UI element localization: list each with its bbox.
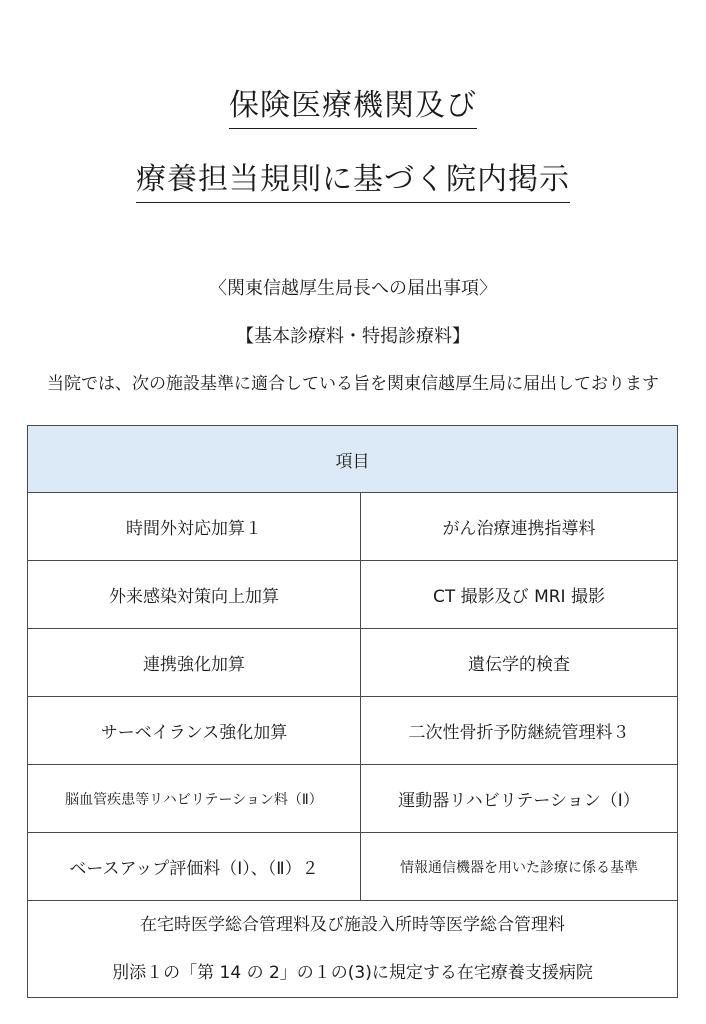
table-header-row bbox=[28, 426, 678, 493]
table-row bbox=[28, 561, 678, 629]
subheading: 〈関東信越厚生局長への届出事項〉 bbox=[209, 278, 497, 299]
footer-line-1: 在宅時医学総合管理料及び施設入所時等医学総合管理料 bbox=[140, 915, 565, 935]
table-cell: 脳血管疾患等リハビリテーション料（Ⅱ） bbox=[28, 765, 361, 833]
table-cell: CT 撮影及び MRI 撮影 bbox=[361, 561, 678, 629]
table-cell: 連携強化加算 bbox=[28, 629, 361, 697]
table-row bbox=[28, 765, 678, 833]
table-row bbox=[28, 697, 678, 765]
table-footer-row bbox=[28, 901, 678, 998]
table-row bbox=[28, 493, 678, 561]
table-row bbox=[28, 629, 678, 697]
title-text-1: 保険医療機関及び bbox=[229, 86, 477, 129]
table-footer-cell bbox=[28, 901, 678, 998]
table-cell: 運動器リハビリテーション（Ⅰ） bbox=[361, 765, 678, 833]
table-cell: 情報通信機器を用いた診療に係る基準 bbox=[361, 833, 678, 901]
title-text-2: 療養担当規則に基づく院内掲示 bbox=[136, 160, 570, 203]
title-line-2 bbox=[0, 160, 706, 203]
table-cell: 時間外対応加算１ bbox=[28, 493, 361, 561]
notice-text: 当院では、次の施設基準に適合している旨を関東信越厚生局に届出しております bbox=[47, 374, 659, 394]
table-cell: 遺伝学的検査 bbox=[361, 629, 678, 697]
table-cell: がん治療連携指導料 bbox=[361, 493, 678, 561]
table-row bbox=[28, 833, 678, 901]
table-cell: サーベイランス強化加算 bbox=[28, 697, 361, 765]
title-line-1 bbox=[0, 86, 706, 129]
table-cell: ベースアップ評価料（Ⅰ）、（Ⅱ）２ bbox=[28, 833, 361, 901]
table-cell: 二次性骨折予防継続管理料３ bbox=[361, 697, 678, 765]
footer-line-2: 別添１の「第 14 の 2」の１の(3)に規定する在宅療養支援病院 bbox=[112, 963, 593, 983]
table-header-cell: 項目 bbox=[28, 426, 678, 493]
table-cell: 外来感染対策向上加算 bbox=[28, 561, 361, 629]
category-heading: 【基本診療料・特掲診療料】 bbox=[236, 326, 470, 347]
standards-table bbox=[27, 425, 678, 998]
